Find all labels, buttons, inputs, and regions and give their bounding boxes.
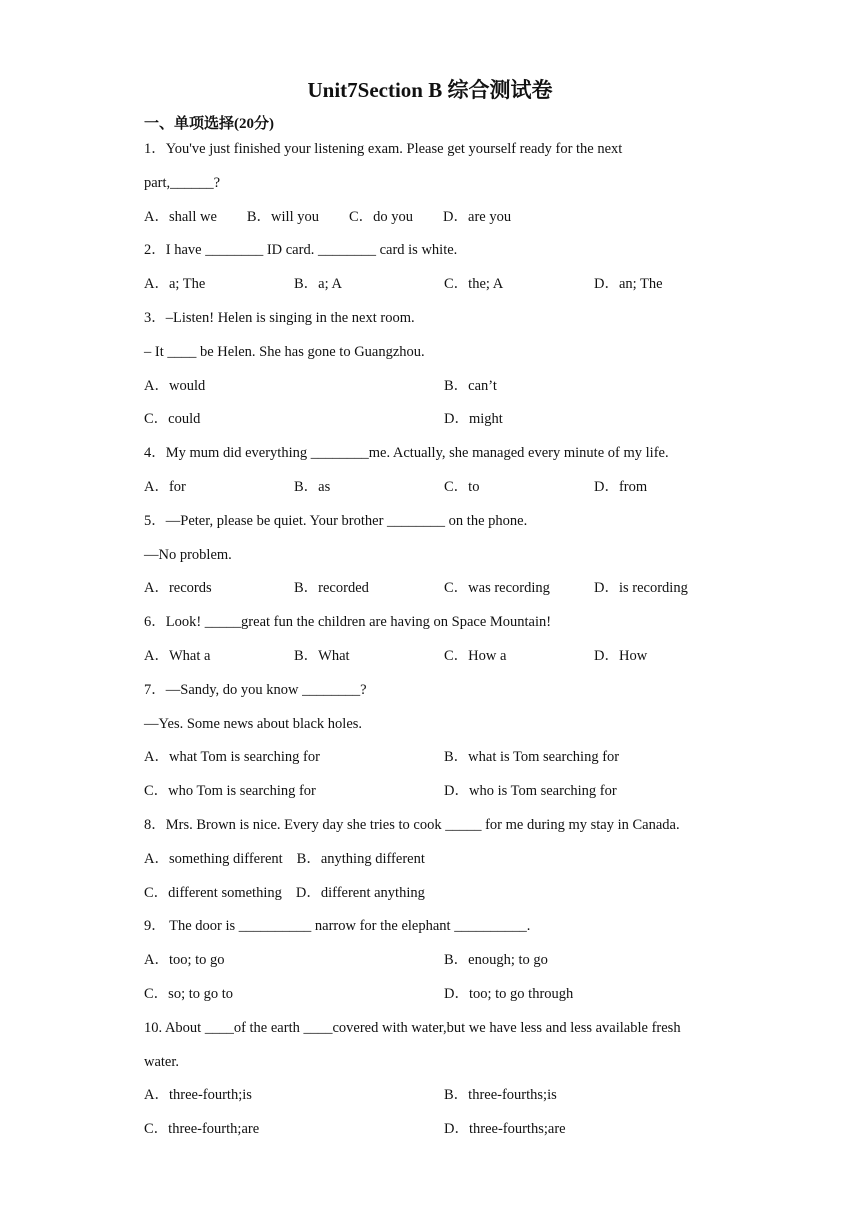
question-9-options-row-1: [144, 944, 734, 978]
question-4-option-a[interactable]: A．for: [144, 478, 186, 495]
question-10-options-row-1: [144, 1079, 734, 1113]
question-3-option-a[interactable]: A．would: [144, 377, 206, 394]
question-9-stem: 9． The door is __________ narrow for the elephant __________.: [144, 918, 531, 935]
question-2-options: [144, 268, 734, 302]
question-4-option-c[interactable]: C．to: [444, 478, 480, 495]
question-2-option-c[interactable]: C．the; A: [444, 276, 504, 293]
question-8-option-a[interactable]: A．something different: [144, 850, 283, 867]
question-3-options-row-1: [144, 370, 734, 404]
question-1-stem-line-2: part,______?: [144, 174, 221, 191]
question-10-option-a[interactable]: A．three-fourth;is: [144, 1087, 252, 1104]
question-1-option-a[interactable]: A．shall we: [144, 208, 217, 225]
question-5-option-a[interactable]: A．records: [144, 580, 212, 597]
question-5-option-d[interactable]: D．is recording: [594, 580, 688, 597]
question-7-stem-line-1: 7．—Sandy, do you know ________?: [144, 681, 367, 698]
question-1-stem-line-1: 1．You've just finished your listening exam. Please get yourself ready for the next: [144, 141, 623, 157]
question-4-option-d[interactable]: D．from: [594, 478, 648, 495]
question-8-option-b[interactable]: B．anything different: [296, 850, 425, 867]
question-8-stem: 8．Mrs. Brown is nice. Every day she tries to cook _____ for me during my stay in Canada.: [144, 816, 680, 833]
question-9-option-b[interactable]: B．enough; to go: [444, 952, 548, 969]
question-4-option-b[interactable]: B．as: [294, 478, 331, 495]
question-8-option-c[interactable]: C．different something: [144, 884, 282, 901]
question-5-stem-line-2: —No problem.: [144, 546, 232, 563]
question-10-option-d[interactable]: D．three-fourths;are: [444, 1121, 566, 1138]
question-1-option-d[interactable]: D．are you: [443, 208, 512, 225]
question-8-options-row-2: [144, 877, 734, 911]
question-2-stem: 2．I have ________ ID card. ________ card is white.: [144, 242, 458, 259]
question-9-options-row-2: [144, 978, 734, 1012]
question-9-option-c[interactable]: C．so; to go to: [144, 985, 234, 1002]
question-2-option-b[interactable]: B．a; A: [294, 276, 342, 293]
question-list: [144, 133, 734, 1147]
question-3-options-row-2: [144, 403, 734, 437]
question-3-stem-line-1: 3．–Listen! Helen is singing in the next room.: [144, 309, 415, 326]
question-6-option-b[interactable]: B．What: [294, 647, 350, 664]
question-1-option-c[interactable]: C．do you: [349, 208, 414, 225]
question-9-option-d[interactable]: D．too; to go through: [444, 985, 574, 1002]
question-6-option-d[interactable]: D．How: [594, 647, 648, 664]
question-7-option-c[interactable]: C．who Tom is searching for: [144, 783, 316, 800]
question-3-stem-line-2: – It ____ be Helen. She has gone to Guangzhou.: [144, 343, 425, 360]
question-1-options: [144, 201, 734, 235]
question-8-options-row-1: [144, 843, 734, 877]
section-heading: 一、单项选择(20分): [144, 116, 274, 132]
question-2-option-a[interactable]: A．a; The: [144, 276, 206, 293]
question-6-options: [144, 640, 734, 674]
question-7-option-b[interactable]: B．what is Tom searching for: [444, 749, 620, 766]
question-3-option-d[interactable]: D．might: [444, 411, 503, 428]
question-6-option-a[interactable]: A．What a: [144, 647, 211, 664]
question-5-options: [144, 572, 734, 606]
question-7-option-a[interactable]: A．what Tom is searching for: [144, 749, 320, 766]
question-3-option-b[interactable]: B．can’t: [444, 377, 497, 394]
question-10-options-row-2: [144, 1113, 734, 1147]
question-7-options-row-1: [144, 741, 734, 775]
question-1-option-b[interactable]: B．will you: [246, 208, 319, 225]
question-10-stem-line-1: 10. About ____of the earth ____covered with water,but we have less and less available fresh: [144, 1019, 681, 1036]
question-3-option-c[interactable]: C．could: [144, 411, 201, 428]
page-title: Unit7Section B 综合测试卷: [307, 78, 553, 102]
question-7-options-row-2: [144, 775, 734, 809]
question-4-options: [144, 471, 734, 505]
question-7-stem-line-2: —Yes. Some news about black holes.: [144, 715, 363, 732]
question-8-option-d[interactable]: D．different anything: [295, 884, 425, 901]
question-5-option-b[interactable]: B．recorded: [294, 580, 369, 597]
question-5-option-c[interactable]: C．was recording: [444, 580, 550, 597]
question-2-option-d[interactable]: D．an; The: [594, 276, 663, 293]
question-10-stem-line-2: water.: [144, 1053, 180, 1070]
question-6-stem: 6．Look! _____great fun the children are having on Space Mountain!: [144, 614, 552, 631]
question-7-option-d[interactable]: D．who is Tom searching for: [444, 783, 617, 800]
question-4-stem: 4．My mum did everything ________me. Actually, she managed every minute of my life.: [144, 445, 669, 462]
question-5-stem-line-1: 5．—Peter, please be quiet. Your brother ________ on the phone.: [144, 512, 528, 529]
question-10-option-c[interactable]: C．three-fourth;are: [144, 1121, 260, 1138]
question-10-option-b[interactable]: B．three-fourths;is: [444, 1087, 557, 1104]
question-9-option-a[interactable]: A．too; to go: [144, 952, 225, 969]
question-6-option-c[interactable]: C．How a: [444, 647, 507, 664]
